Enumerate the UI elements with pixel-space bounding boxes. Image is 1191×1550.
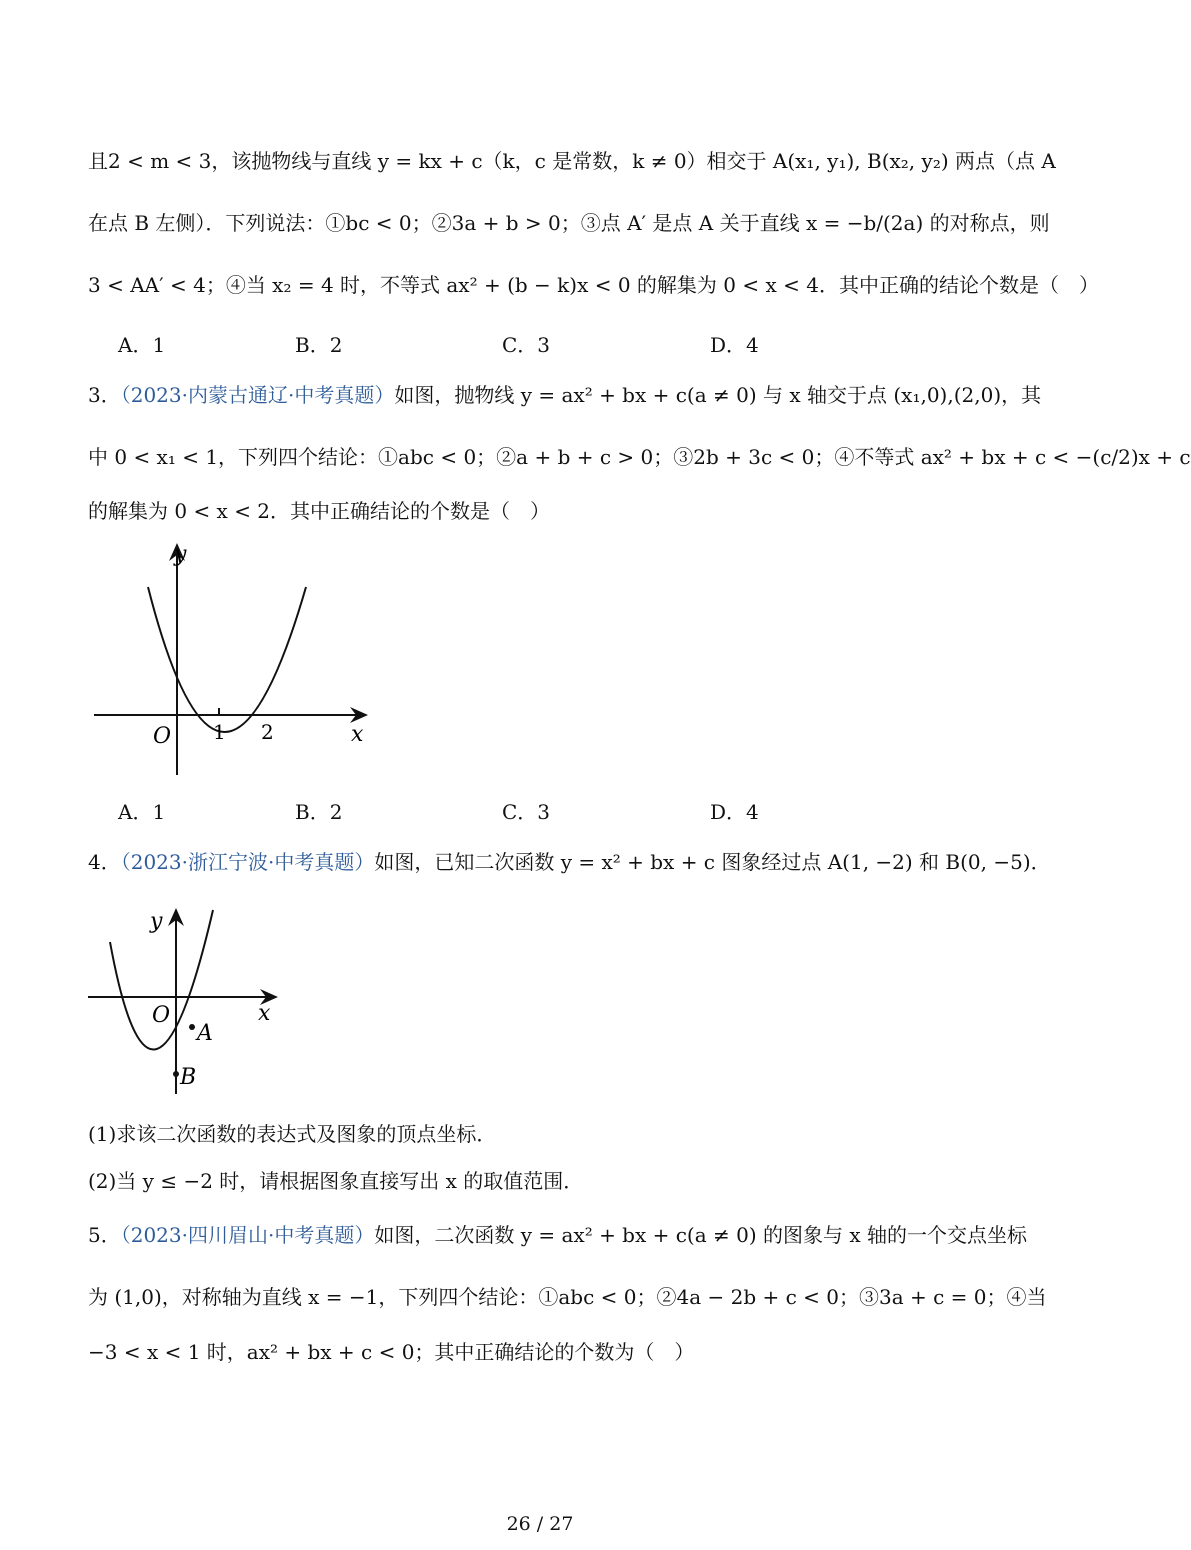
q3-line-3: 的解集为 0 < x < 2．其中正确结论的个数是（ ） xyxy=(88,499,551,523)
x-axis-label: x xyxy=(258,1001,271,1026)
q4-source: （2023·浙江宁波·中考真题） xyxy=(120,850,375,874)
parabola-curve xyxy=(148,587,306,732)
q2-line-3: 3 < AA′ < 4；④当 x₂ = 4 时，不等式 ax² + (b − k)x < 0 的解集为 0 < x < 4．其中正确的结论个数是（ ） xyxy=(88,273,1099,297)
tick-label-1: 1 xyxy=(213,720,226,744)
q3-line-1-text: 如图，抛物线 y = ax² + bx + c(a ≠ 0) 与 x 轴交于点 (x₁,0),(2,0)，其 xyxy=(394,383,1042,407)
q3-option-a: A．1 xyxy=(118,800,166,824)
y-axis-label: y xyxy=(174,542,187,567)
q3-option-c: C．3 xyxy=(502,800,551,824)
origin-label: O xyxy=(152,1003,171,1028)
q3-source: （2023·内蒙古通辽·中考真题） xyxy=(120,383,395,407)
q2-line-2: 在点 B 左侧）．下列说法：①bc < 0；②3a + b > 0；③点 A′ 是点 A 关于直线 x = −b/(2a) 的对称点，则 xyxy=(88,211,1050,235)
q3-parabola-figure xyxy=(88,535,388,785)
y-axis-label: y xyxy=(150,909,163,934)
q4-number: 4． xyxy=(88,850,121,874)
q5-line-2: 为 (1,0)，对称轴为直线 x = −1，下列四个结论：①abc < 0；②4a − 2b + c < 0；③3a + c = 0；④当 xyxy=(88,1285,1047,1309)
point-b xyxy=(173,1071,179,1077)
q3-line-2: 中 0 < x₁ < 1，下列四个结论：①abc < 0；②a + b + c > 0；③2b + 3c < 0；④不等式 ax² + bx + c < −(c/2)x + c xyxy=(88,445,1191,469)
q4-parabola-figure xyxy=(86,902,296,1102)
q2-option-c: C．3 xyxy=(502,333,551,357)
q5-line-3: −3 < x < 1 时，ax² + bx + c < 0；其中正确结论的个数为（ ） xyxy=(88,1340,695,1364)
q2-option-a: A．1 xyxy=(118,333,166,357)
q5-number: 5． xyxy=(88,1223,121,1247)
q4-part-1: (1)求该二次函数的表达式及图象的顶点坐标． xyxy=(88,1122,497,1146)
q2-option-b: B．2 xyxy=(295,333,343,357)
page-number: 26 / 27 xyxy=(506,1513,574,1535)
q4-part-2: (2)当 y ≤ −2 时，请根据图象直接写出 x 的取值范围． xyxy=(88,1169,584,1193)
origin-label: O xyxy=(153,724,172,749)
q3-option-b: B．2 xyxy=(295,800,343,824)
q3-option-d: D．4 xyxy=(710,800,759,824)
q3-number: 3． xyxy=(88,383,121,407)
q5-line-1-text: 如图，二次函数 y = ax² + bx + c(a ≠ 0) 的图象与 x 轴的一个交点坐标 xyxy=(374,1223,1028,1247)
x-axis-label: x xyxy=(351,722,364,747)
q5-source: （2023·四川眉山·中考真题） xyxy=(120,1223,375,1247)
point-b-label: B xyxy=(180,1065,197,1090)
q2-option-d: D．4 xyxy=(710,333,759,357)
tick-label-2: 2 xyxy=(261,720,274,744)
q4-line-1-text: 如图，已知二次函数 y = x² + bx + c 图象经过点 A(1, −2) 和 B(0, −5)． xyxy=(374,850,1051,874)
point-a xyxy=(189,1024,195,1030)
q5-line-1 xyxy=(88,1221,1028,1249)
q4-line-1 xyxy=(88,848,1051,876)
point-a-label: A xyxy=(197,1021,213,1046)
q3-line-1 xyxy=(88,381,1042,409)
q2-line-1: 且2 < m < 3，该抛物线与直线 y = kx + c（k，c 是常数，k ≠ 0）相交于 A(x₁, y₁), B(x₂, y₂) 两点（点 A xyxy=(88,149,1056,173)
